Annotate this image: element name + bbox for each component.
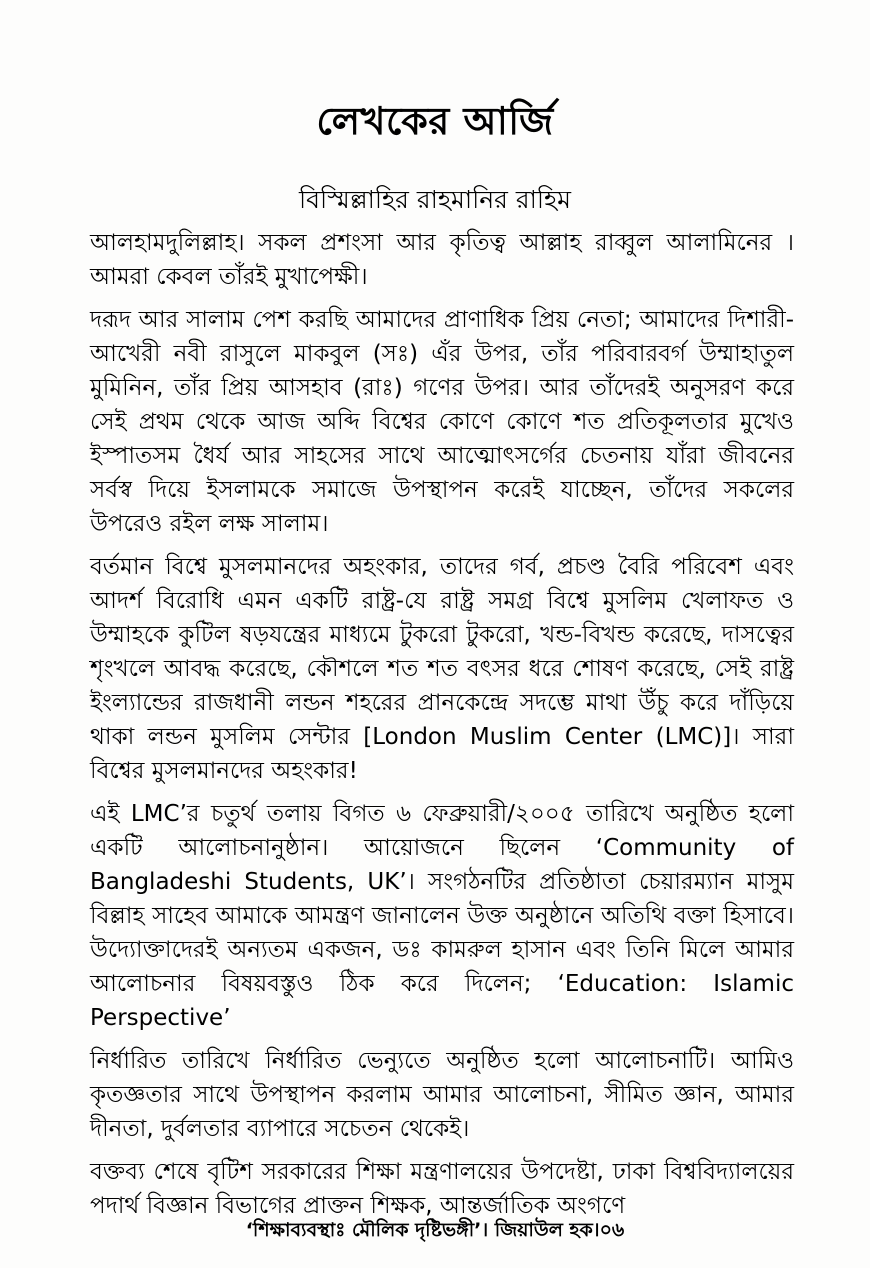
body-text <box>90 226 794 1232</box>
paragraph-3: বর্তমান বিশ্বে মুসলমানদের অহংকার, তাদের গর্ব, প্রচণ্ড বৈরি পরিবেশ এবং আদর্শ বিরোধি এমন একটি রাষ্ট্র-যে রাষ্ট্র সমগ্র বিশ্বে মুসলিম খেলাফত ও উম্মাহকে কুটিল ষড়যন্ত্রের মাধ্যমে টুকরো টুকরো, খন্ড-বিখন্ড করেছে, দাসত্বের শৃংখলে আবদ্ধ করেছে, কৌশলে শত শত বৎসর ধরে শোষণ করেছে, সেই রাষ্ট্র ইংল্যান্ডের রাজধানী লন্ডন শহরের প্রানকেন্দ্রে সদম্ভে মাথা উঁচু করে দাঁড়িয়ে থাকা লন্ডন মুসলিম সেন্টার [London Muslim Center (LMC)]। সারা বিশ্বের মুসলমানদের অহংকার! <box>90 554 794 784</box>
bismillah-line: বিস্মিল্লাহির রাহমানির রাহিম <box>298 185 572 214</box>
paragraph-2: দরূদ আর সালাম পেশ করছি আমাদের প্রাণাধিক প্রিয় নেতা; আমাদের দিশারী- আখেরী নবী রাসুলে মাকবুল (সঃ) এঁর উপর, তাঁর পরিবারবর্গ উম্মাহাতুল মুমিনিন, তাঁর প্রিয় আসহাব (রাঃ) গণের উপর। আর তাঁদেরই অনুসরণ করে সেই প্রথম থেকে আজ অব্দি বিশ্বের কোণে কোণে শত প্রতিকূলতার মুখেও ইস্পাতসম ধৈর্য আর সাহসের সাথে আত্মোৎসর্গের চেতনায় যাঁরা জীবনের সর্বস্ব দিয়ে ইসলামকে সমাজে উপস্থাপন করেই যাচ্ছেন, তাঁদের সকলের উপরেও রইল লক্ষ সালাম। <box>90 307 794 537</box>
paragraph-1: আলহামদুলিল্লাহ। সকল প্রশংসা আর কৃতিত্ব আল্লাহ রাব্বুল আলামিনের । আমরা কেবল তাঁরই মুখাপেক্ষী। <box>90 230 794 290</box>
paragraph-6: বক্তব্য শেষে বৃটিশ সরকারের শিক্ষা মন্ত্রণালয়ের উপদেষ্টা, ঢাকা বিশ্ববিদ্যালয়ের পদার্থ বিজ্ঞান বিভাগের প্রাক্তন শিক্ষক, আন্তর্জাতিক অংগণে <box>90 1159 794 1219</box>
paragraph-5: নির্ধারিত তারিখে নির্ধারিত ভেন্যুতে অনুষ্ঠিত হলো আলোচনাটি। আমিও কৃতজ্ঞতার সাথে উপস্থাপন করলাম আমার আলোচনা, সীমিত জ্ঞান, আমার দীনতা, দুর্বলতার ব্যাপারে সচেতন থেকেই। <box>90 1048 794 1142</box>
paragraph-4: এই LMC’র চতুর্থ তলায় বিগত ৬ ফেব্রুয়ারী/২০০৫ তারিখে অনুষ্ঠিত হলো একটি আলোচনানুষ্ঠান। আয়োজনে ছিলেন ‘Community of Bangladeshi Students, UK’। সংগঠনটির প্রতিষ্ঠাতা চেয়ারম্যান মাসুম বিল্লাহ সাহেব আমাকে আমন্ত্রণ জানালেন উক্ত অনুষ্ঠানে অতিথি বক্তা হিসাবে। উদ্যোক্তাদেরই অন্যতম একজন, ডঃ কামরুল হাসান এবং তিনি মিলে আমার আলোচনার বিষয়বস্তুও ঠিক করে দিলেন; ‘Education: Islamic Perspective’ <box>90 801 794 1031</box>
page-title: লেখকের আর্জি <box>316 99 554 143</box>
page-footer: ‘শিক্ষাব্যবস্থাঃ মৌলিক দৃষ্টিভঙ্গী’। জিয়াউল হক।০৬ <box>245 1219 625 1241</box>
